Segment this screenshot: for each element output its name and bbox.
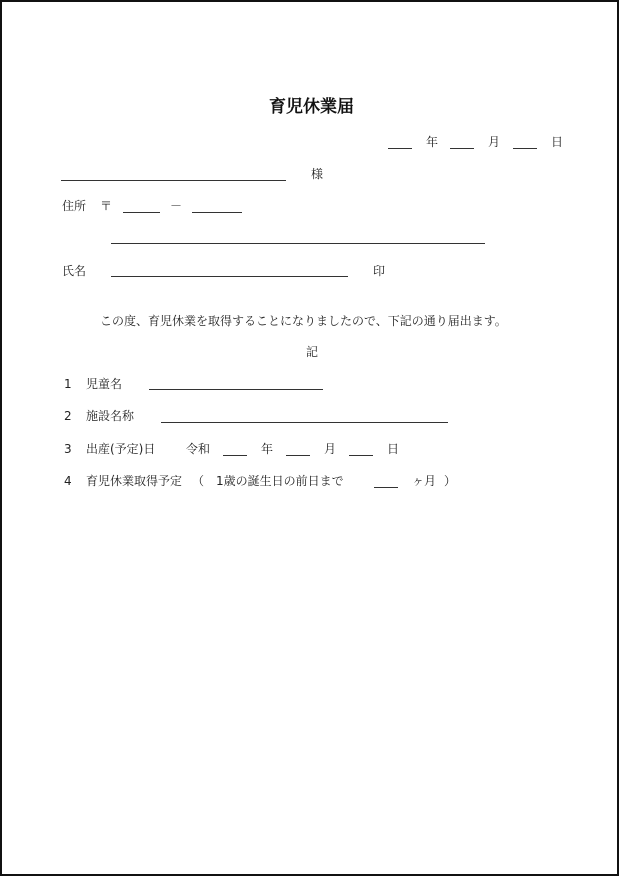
item-3-era: 令和 bbox=[186, 442, 211, 456]
item-4-paren-open: （ bbox=[192, 474, 205, 488]
item-4-paren-close: ） bbox=[444, 474, 457, 488]
birth-day-blank[interactable] bbox=[349, 455, 373, 456]
item-1-label: 児童名 bbox=[86, 377, 123, 391]
date-year-blank[interactable] bbox=[388, 148, 412, 149]
document-title: 育児休業届 bbox=[269, 97, 354, 117]
birth-year-blank[interactable] bbox=[223, 455, 247, 456]
address-line-blank[interactable] bbox=[111, 243, 485, 244]
child-name-blank[interactable] bbox=[149, 389, 323, 390]
date-day-label: 日 bbox=[551, 135, 564, 149]
item-4-condition: 1歳の誕生日の前日まで bbox=[216, 474, 344, 488]
addressee-blank[interactable] bbox=[61, 180, 286, 181]
postal-dash: － bbox=[170, 199, 183, 213]
birth-month-blank[interactable] bbox=[286, 455, 310, 456]
ki-heading: 記 bbox=[306, 345, 319, 359]
date-month-label: 月 bbox=[488, 135, 501, 149]
item-3-number: 3 bbox=[64, 442, 72, 456]
seal-mark: 印 bbox=[373, 264, 386, 278]
item-3-year-label: 年 bbox=[261, 442, 274, 456]
leave-months-blank[interactable] bbox=[374, 487, 398, 488]
date-year-label: 年 bbox=[426, 135, 439, 149]
addressee-honorific: 様 bbox=[311, 167, 324, 181]
item-4-label: 育児休業取得予定 bbox=[86, 474, 183, 488]
item-3-month-label: 月 bbox=[324, 442, 337, 456]
postal-code-first-blank[interactable] bbox=[123, 212, 160, 213]
postal-mark: 〒 bbox=[100, 199, 113, 213]
facility-name-blank[interactable] bbox=[161, 422, 448, 423]
item-4-unit: ヶ月 bbox=[412, 474, 437, 488]
postal-code-second-blank[interactable] bbox=[192, 212, 242, 213]
item-2-number: 2 bbox=[64, 409, 72, 423]
name-blank[interactable] bbox=[111, 276, 348, 277]
item-2-label: 施設名称 bbox=[86, 409, 135, 423]
item-1-number: 1 bbox=[64, 377, 72, 391]
name-label: 氏名 bbox=[62, 264, 87, 278]
item-4-number: 4 bbox=[64, 474, 72, 488]
body-text: この度、育児休業を取得することになりましたので、下記の通り届出ます。 bbox=[100, 314, 507, 328]
date-day-blank[interactable] bbox=[513, 148, 537, 149]
date-month-blank[interactable] bbox=[450, 148, 474, 149]
item-3-day-label: 日 bbox=[387, 442, 400, 456]
address-label: 住所 bbox=[62, 199, 87, 213]
item-3-label: 出産(予定)日 bbox=[86, 442, 156, 456]
